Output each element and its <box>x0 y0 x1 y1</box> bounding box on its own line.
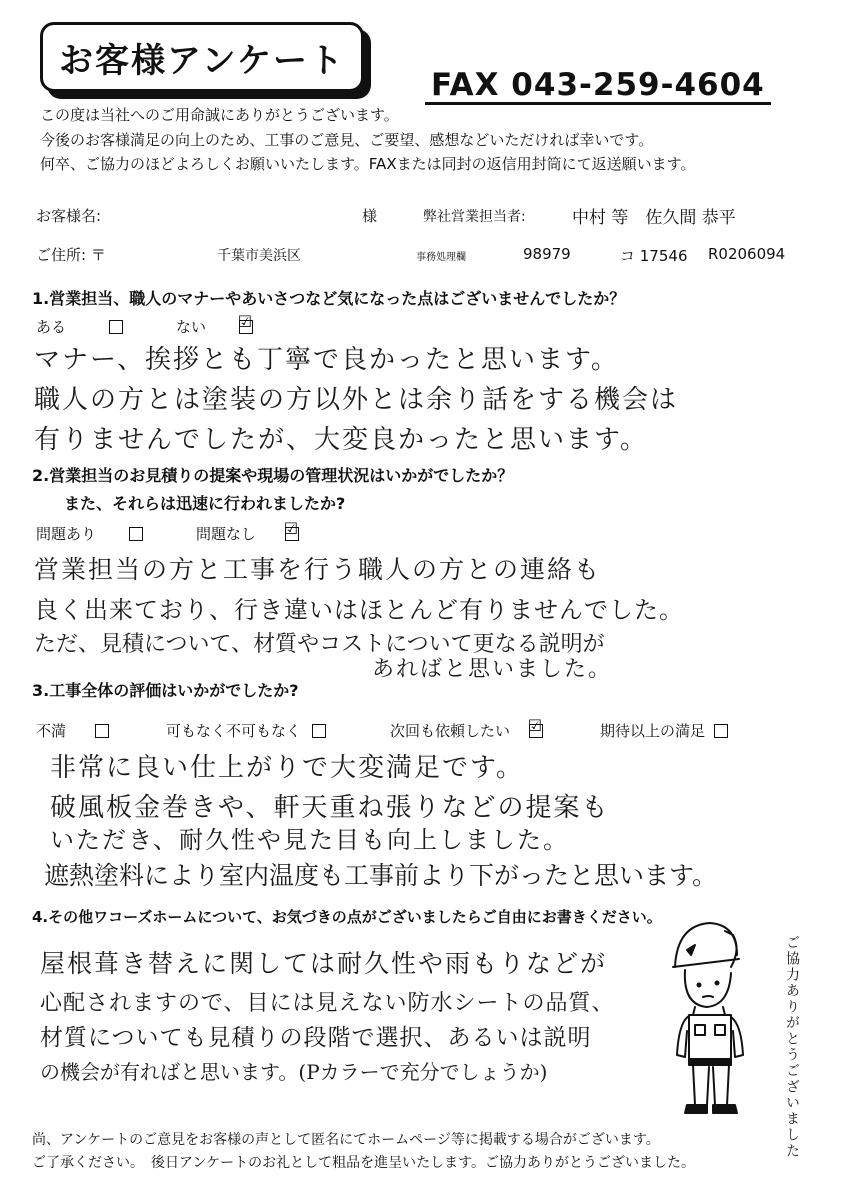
q1-option-yes-label: ある <box>36 318 67 336</box>
q3-option-repeat[interactable] <box>390 715 543 741</box>
survey-title: お客様アンケート <box>40 22 364 92</box>
honorific: 様 <box>362 207 378 225</box>
q3-answer-line-1: 非常に良い仕上がりで大変満足です。 <box>50 753 524 783</box>
office-use-label: 事務処理欄 <box>416 252 466 263</box>
q3-option-dissatisfied-label: 不満 <box>36 722 67 740</box>
q1-question: 1.営業担当、職人のマナーやあいさつなど気になった点はございませんでしたか？ <box>32 289 626 308</box>
q2-option-problem[interactable] <box>36 523 143 544</box>
q3-option-exceeded-label: 期待以上の満足 <box>600 722 706 740</box>
q2-question: 2.営業担当のお見積りの提案や現場の管理状況はいかがでしたか？ <box>32 466 514 485</box>
office-code-3: R0206094 <box>708 245 786 263</box>
q1-answer-line-3: 有りませんでしたが、大変良かったと思います。 <box>34 425 648 455</box>
q2-problem-checkbox[interactable] <box>129 527 143 541</box>
q2-answer-line-1: 営業担当の方と工事を行う職人の方との連絡も <box>34 555 602 584</box>
q2-option-no-problem-label: 問題なし <box>196 525 257 543</box>
address-label: ご住所: 〒 <box>36 246 106 264</box>
q3-option-exceeded[interactable] <box>600 720 728 741</box>
q1-option-yes[interactable] <box>36 316 123 337</box>
q2-question-sub: また、それらは迅速に行われましたか? <box>64 494 346 513</box>
q1-answer-line-2: 職人の方とは塗装の方以外とは余り話をする機会は <box>34 385 679 415</box>
q3-option-neutral[interactable] <box>166 720 326 741</box>
q1-option-no[interactable] <box>176 311 253 337</box>
q4-answer-line-3: 材質についても見積りの段階で選択、あるいは説明 <box>40 1025 592 1051</box>
q3-repeat-checkbox[interactable] <box>527 715 543 738</box>
q2-option-no-problem[interactable] <box>196 518 299 544</box>
q4-answer-line-2: 心配されますので、目には見えない防水シートの品質、 <box>40 991 615 1016</box>
q3-option-neutral-label: 可もなく不可もなく <box>166 722 302 740</box>
q4-answer-line-1: 屋根葺き替えに関しては耐久性や雨もりなどが <box>40 949 608 978</box>
bowing-worker-illustration <box>665 915 765 1125</box>
q3-neutral-checkbox[interactable] <box>312 724 326 738</box>
footer-line-1: 尚、アンケートのご意見をお客様の声として匿名にてホームページ等に掲載する場合がございます。 <box>32 1132 660 1148</box>
q3-answer-line-2: 破風板金巻きや、軒天重ね張りなどの提案も <box>50 793 610 823</box>
q3-question: 3.工事全体の評価はいかがでしたか? <box>32 681 299 700</box>
q1-option-no-label: ない <box>176 318 207 336</box>
check-mark-icon: ☑ <box>237 311 253 331</box>
q3-answer-line-3: いただき、耐久性や見た目も向上しました。 <box>50 826 570 854</box>
q2-no-problem-checkbox[interactable] <box>283 518 299 541</box>
q3-answer-line-4: 遮熱塗料により室内温度も工事前より下がったと思います。 <box>44 861 718 890</box>
check-mark-icon: ☑ <box>527 715 543 735</box>
rep-label: 弊社営業担当者: <box>423 209 526 225</box>
q3-option-repeat-label: 次回も依頼したい <box>390 722 511 740</box>
q3-exceeded-checkbox[interactable] <box>714 724 728 738</box>
q3-dissatisfied-checkbox[interactable] <box>95 724 109 738</box>
q2-answer-line-2: 良く出来ており、行き違いはほとんど有りませんでした。 <box>34 596 684 624</box>
q1-answer-line-1: マナー、挨拶とも丁寧で良かったと思います。 <box>34 345 619 375</box>
q1-yes-checkbox[interactable] <box>109 320 123 334</box>
check-mark-icon: ☑ <box>283 518 299 538</box>
office-code-1: 98979 <box>523 245 571 263</box>
q4-answer-line-4: の機会が有ればと思います。(Pカラーで充分でしょうか) <box>40 1060 548 1084</box>
address-value: 千葉市美浜区 <box>217 248 301 264</box>
q2-option-problem-label: 問題あり <box>36 525 97 543</box>
q4-question: 4.その他ワコーズホームについて、お気づきの点がございましたらご自由にお書きください。 <box>32 908 662 926</box>
office-code-2: コ 17546 <box>620 247 688 265</box>
rep-names: 中村 等 佐久間 恭平 <box>572 208 736 228</box>
q2-answer-line-4: あればと思いました。 <box>372 657 613 682</box>
q1-no-checkbox[interactable] <box>237 311 253 334</box>
thanks-vertical: ご協力ありがとうございました <box>784 935 800 1159</box>
footer-line-2: ご了承ください。 後日アンケートのお礼として粗品を進呈いたします。ご協力ありがとうございました。 <box>32 1155 696 1171</box>
intro-line-2: 今後のお客様満足の向上のため、工事のご意見、ご要望、感想などいただければ幸いです。 <box>40 131 654 149</box>
fax-number: FAX 043-259-4604 <box>425 68 771 105</box>
intro-line-1: この度は当社へのご用命誠にありがとうございます。 <box>40 106 399 124</box>
q2-answer-line-3: ただ、見積について、材質やコストについて更なる説明が <box>34 632 605 657</box>
q3-option-dissatisfied[interactable] <box>36 720 109 741</box>
customer-name-label: お客様名: <box>36 207 102 225</box>
intro-line-3: 何卒、ご協力のほどよろしくお願いいたします。FAXまたは同封の返信用封筒にて返送願います。 <box>40 155 696 173</box>
